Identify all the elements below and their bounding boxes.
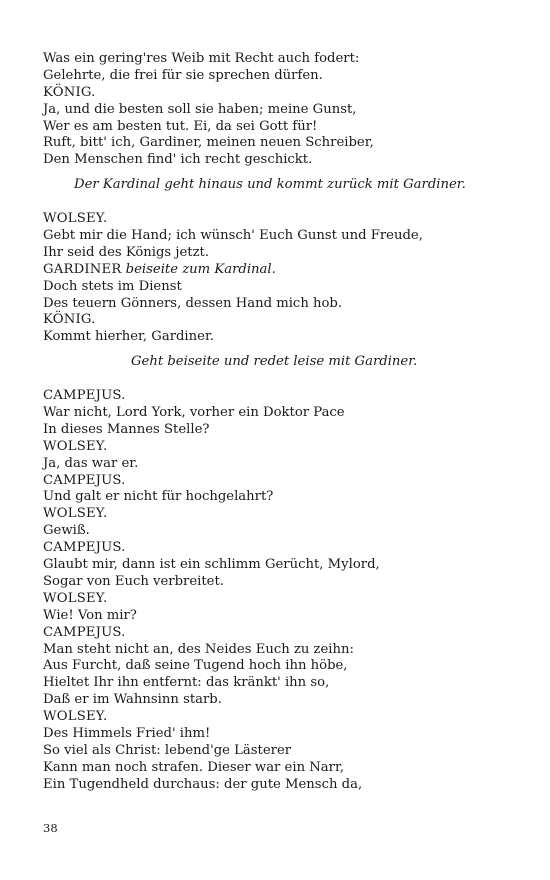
speaker-name: WOLSEY.: [43, 211, 108, 227]
speaker-name: KÖNIG.: [43, 84, 96, 100]
text-line: Hieltet Ihr ihn entfernt: das kränkt' ihn so,: [43, 675, 330, 691]
text-line: Wer es am besten tut. Ei, da sei Gott für!: [43, 118, 318, 134]
text-line: Gelehrte, die frei für sie sprechen dürfen.: [43, 67, 323, 83]
speaker-line-with-aside: [43, 262, 513, 279]
text-line: So viel als Christ: lebend'ge Lästerer: [43, 742, 292, 758]
text-block-3: [43, 388, 513, 793]
text-line: Was ein gering'res Weib mit Recht auch fodert:: [43, 51, 360, 66]
text-line: Wie! Von mir?: [43, 607, 137, 623]
text-line: Glaubt mir, dann ist ein schlimm Gerücht, Mylord,: [43, 557, 380, 573]
text-line: Gebt mir die Hand; ich wünsch' Euch Gunst und Freude,: [43, 228, 423, 244]
text-line: Ein Tugendheld durchaus: der gute Mensch da,: [43, 776, 363, 792]
text-line: Gewiß.: [43, 523, 90, 539]
speaker-name: WOLSEY.: [43, 590, 108, 606]
text-line: Sogar von Euch verbreitet.: [43, 573, 224, 589]
text-line: Ja, das war er.: [43, 455, 139, 471]
text-line: Man steht nicht an, des Neides Euch zu zeihn:: [43, 641, 354, 657]
text-line: Doch stets im Dienst: [43, 278, 182, 294]
speaker-name: WOLSEY.: [43, 438, 108, 454]
page-number: 38: [43, 821, 58, 835]
text-line: Kommt hierher, Gardiner.: [43, 329, 214, 345]
text-line: Des teuern Gönners, dessen Hand mich hob.: [43, 295, 343, 311]
text-line: Ruft, bitt' ich, Gardiner, meinen neuen Schreiber,: [43, 135, 374, 151]
text-line: Ihr seid des Königs jetzt.: [43, 244, 210, 260]
text-line: In dieses Mannes Stelle?: [43, 421, 210, 437]
text-block-1: [43, 51, 513, 169]
text-line: Des Himmels Fried' ihm!: [43, 725, 211, 741]
text-line: Aus Furcht, daß seine Tugend hoch ihn höbe,: [43, 658, 348, 674]
speaker-name: CAMPEJUS.: [43, 624, 126, 640]
aside-direction: beiseite zum Kardinal.: [125, 261, 276, 277]
speaker-name: CAMPEJUS.: [43, 388, 126, 404]
text-line: Ja, und die besten soll sie haben; meine Gunst,: [43, 101, 357, 117]
stage-direction: Geht beiseite und redet leise mit Gardiner.: [131, 354, 418, 370]
text-line: Daß er im Wahnsinn starb.: [43, 692, 222, 708]
text-line: Den Menschen find' ich recht geschickt.: [43, 152, 313, 168]
speaker-name: GARDINER: [43, 261, 122, 277]
text-line: War nicht, Lord York, vorher ein Doktor Pace: [43, 405, 345, 421]
stage-direction: Der Kardinal geht hinaus und kommt zurück mit Gardiner.: [74, 177, 466, 193]
text-block-2: [43, 211, 513, 346]
speaker-name: WOLSEY.: [43, 709, 108, 725]
speaker-name: KÖNIG.: [43, 312, 96, 328]
text-line: Und galt er nicht für hochgelahrt?: [43, 489, 274, 505]
speaker-name: WOLSEY.: [43, 506, 108, 522]
page-text: [43, 51, 513, 794]
speaker-name: CAMPEJUS.: [43, 472, 126, 488]
speaker-name: CAMPEJUS.: [43, 540, 126, 556]
text-line: Kann man noch strafen. Dieser war ein Narr,: [43, 759, 345, 775]
